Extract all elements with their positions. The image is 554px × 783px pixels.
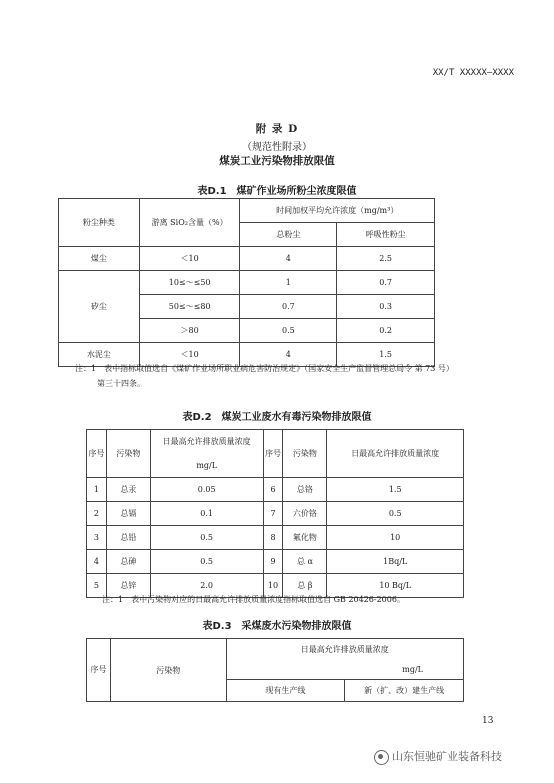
cell-sio2: ＞80 xyxy=(139,319,240,343)
cell-sio2: ＜10 xyxy=(139,247,240,271)
cell-no: 3 xyxy=(87,526,107,550)
col-header-unit: mg/L xyxy=(226,660,463,680)
col-header-total: 总粉尘 xyxy=(240,223,337,247)
col-header-pollutant: 污染物 xyxy=(110,639,226,702)
cell-resp: 0.7 xyxy=(337,271,435,295)
table1-note-line2: 第三十四条。 xyxy=(97,379,145,388)
appendix-type: （规范性附录） xyxy=(242,142,312,153)
cell-total: 0.5 xyxy=(240,319,337,343)
cell-kind: 煤尘 xyxy=(59,247,140,271)
table1-caption: 表D.1 煤矿作业场所粉尘浓度限值 xyxy=(197,186,357,197)
cell-limit: 10 xyxy=(327,526,464,550)
page-number: 13 xyxy=(482,716,494,726)
cell-limit: 0.5 xyxy=(327,502,464,526)
col-header-limit: 日最高允许排放质量浓度 xyxy=(150,430,263,454)
cell-pollutant: 总 α xyxy=(283,550,327,574)
cell-pollutant: 总铅 xyxy=(106,526,150,550)
col-header-no: 序号 xyxy=(87,430,107,478)
cell-limit: 1.5 xyxy=(327,478,464,502)
table-row xyxy=(87,526,464,550)
table-row xyxy=(59,271,435,295)
cell-pollutant: 总 β xyxy=(283,574,327,598)
table-d3 xyxy=(86,638,464,702)
col-header-no2: 序号 xyxy=(263,430,283,478)
cell-limit: 1Bq/L xyxy=(327,550,464,574)
cell-no: 5 xyxy=(87,574,107,598)
col-header-limit2: 日最高允许排放质量浓度 xyxy=(327,430,464,478)
cell-kind: 水泥尘 xyxy=(59,343,140,367)
col-header-unit: mg/L xyxy=(150,454,263,478)
cell-pollutant: 总铬 xyxy=(283,478,327,502)
table1-note xyxy=(75,361,475,391)
col-header-sio2: 游离 SiO₂含量（%） xyxy=(139,199,240,247)
col-header-pollutant: 污染物 xyxy=(106,430,150,478)
cell-resp: 2.5 xyxy=(337,247,435,271)
col-header-limit: 日最高允许排放质量浓度 xyxy=(226,639,463,660)
cell-no: 4 xyxy=(87,550,107,574)
col-header-pollutant2: 污染物 xyxy=(283,430,327,478)
watermark-text: 山东恒驰矿业装备科技 xyxy=(392,750,502,763)
cell-pollutant: 六价铬 xyxy=(283,502,327,526)
cell-limit: 10 Bq/L xyxy=(327,574,464,598)
cell-sio2: 50≤～≤80 xyxy=(139,295,240,319)
cell-resp: 0.3 xyxy=(337,295,435,319)
cell-pollutant: 总锌 xyxy=(106,574,150,598)
cell-no: 10 xyxy=(263,574,283,598)
cell-total: 0.7 xyxy=(240,295,337,319)
cell-sio2: ＜10 xyxy=(139,343,240,367)
cell-no: 8 xyxy=(263,526,283,550)
cell-total: 1 xyxy=(240,271,337,295)
cell-resp: 1.5 xyxy=(337,343,435,367)
col-header-twa: 时间加权平均允许浓度（mg/m³） xyxy=(240,199,435,223)
cell-resp: 0.2 xyxy=(337,319,435,343)
cell-no: 7 xyxy=(263,502,283,526)
table2-note: 注：1 表中污染物对应的日最高允许排放质量浓度指标取值选自 GB 20426-2006。 xyxy=(102,595,405,604)
watermark xyxy=(374,748,502,765)
cell-total: 4 xyxy=(240,343,337,367)
table1-note-line1: 注：1 表中指标取值选自《煤矿作业场所职业病危害防治规定》（国家安全生产监督管理总局令 第 73 号） xyxy=(75,364,454,373)
col-header-kind: 粉尘种类 xyxy=(59,199,140,247)
cell-sio2: 10≤～≤50 xyxy=(139,271,240,295)
cell-limit: 2.0 xyxy=(150,574,263,598)
cell-pollutant: 总砷 xyxy=(106,550,150,574)
col-header-no: 序号 xyxy=(87,639,111,702)
table2-caption: 表D.2 煤炭工业废水有毒污染物排放限值 xyxy=(182,412,372,423)
appendix-name: 煤炭工业污染物排放限值 xyxy=(219,155,335,167)
cell-pollutant: 氟化物 xyxy=(283,526,327,550)
appendix-title: 附 录 D xyxy=(255,123,299,135)
cell-limit: 0.05 xyxy=(150,478,263,502)
table-d2 xyxy=(86,429,464,598)
table-row xyxy=(87,478,464,502)
cell-no: 6 xyxy=(263,478,283,502)
cell-pollutant: 总镉 xyxy=(106,502,150,526)
cell-total: 4 xyxy=(240,247,337,271)
cell-no: 2 xyxy=(87,502,107,526)
col-header-existing: 现有生产线 xyxy=(226,680,345,702)
cell-limit: 0.5 xyxy=(150,550,263,574)
table-d1 xyxy=(58,198,435,367)
cell-pollutant: 总汞 xyxy=(106,478,150,502)
cell-no: 9 xyxy=(263,550,283,574)
col-header-resp: 呼吸性粉尘 xyxy=(337,223,435,247)
cell-no: 1 xyxy=(87,478,107,502)
table-row xyxy=(87,550,464,574)
standard-code: XX/T XXXXX—XXXX xyxy=(432,68,514,78)
wechat-logo-icon xyxy=(374,750,389,765)
cell-kind: 矽尘 xyxy=(59,271,140,343)
cell-limit: 0.1 xyxy=(150,502,263,526)
table3-caption: 表D.3 采煤废水污染物排放限值 xyxy=(202,621,352,632)
col-header-new: 新（扩、改）建生产线 xyxy=(345,680,464,702)
table-row xyxy=(59,247,435,271)
cell-limit: 0.5 xyxy=(150,526,263,550)
table-row xyxy=(87,502,464,526)
